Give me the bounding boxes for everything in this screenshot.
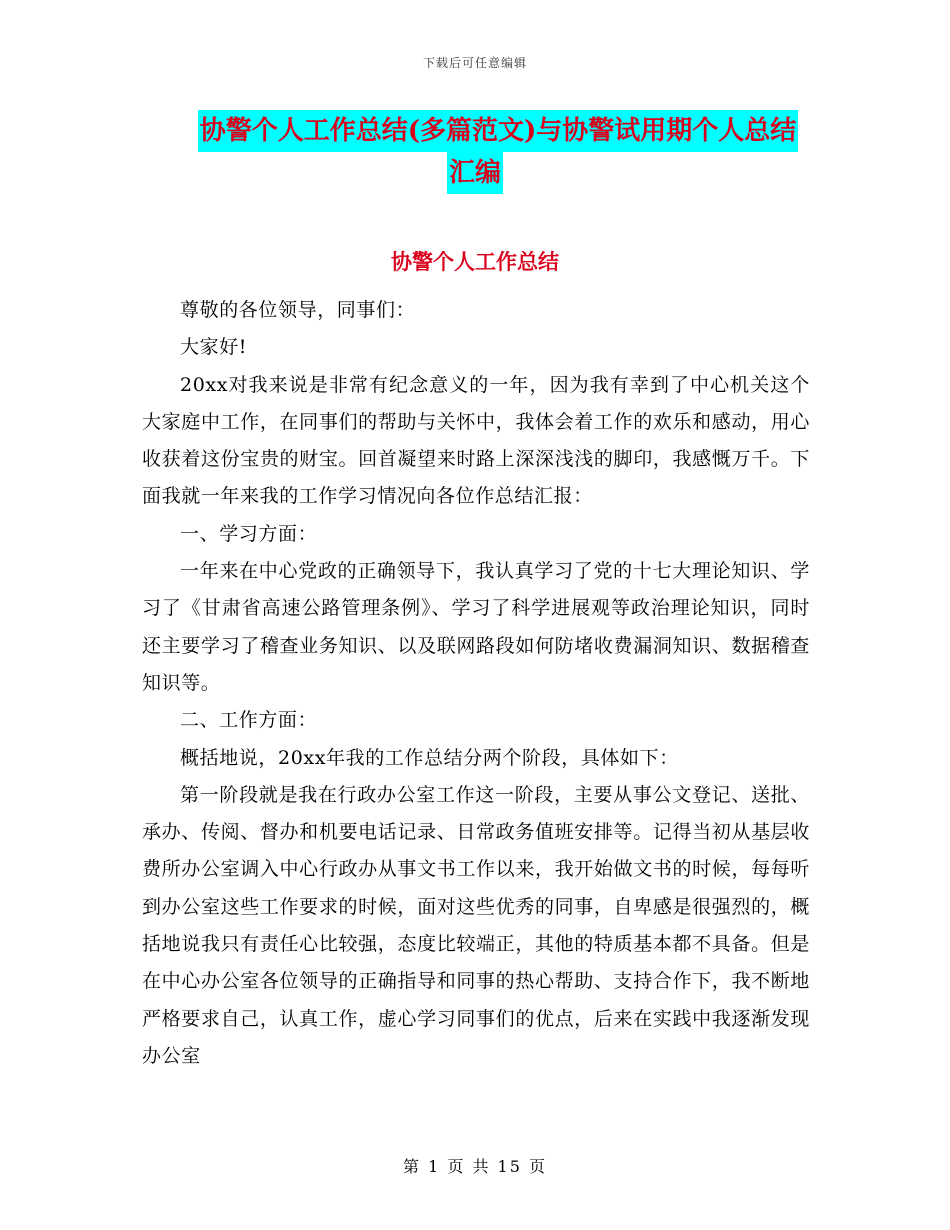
document-title-line2: 汇编	[447, 152, 503, 194]
paragraph-work-stage-one: 第一阶段就是我在行政办公室工作这一阶段，主要从事公文登记、送批、承办、传阅、督办和机要电话记录、日常政务值班安排等。记得当初从基层收费所办公室调入中心行政办从事文书工作以来，我开始做文书的时候，每每听到办公室这些工作要求的时候，面对这些优秀的同事，自卑感是很强烈的，概括地说我只有责任心比较强，态度比较端正，其他的特质基本都不具备。但是在中心办公室各位领导的正确指导和同事的热心帮助、支持合作下，我不断地严格要求自己，认真工作，虚心学习同事们的优点，后来在实践中我逐渐发现办公室	[142, 783, 810, 1067]
section-title: 协警个人工作总结	[391, 249, 559, 274]
paragraph-intro: 20xx对我来说是非常有纪念意义的一年，因为我有幸到了中心机关这个大家庭中工作，在同事们的帮助与关怀中，我体会着工作的欢乐和感动，用心收获着这份宝贵的财宝。回首凝望来时路上深深浅浅的脚印，我感慨万千。下面我就一年来我的工作学习情况向各位作总结汇报：	[142, 373, 810, 508]
paragraph-work-summary: 概括地说，20xx年我的工作总结分两个阶段，具体如下：	[180, 746, 679, 769]
heading-work: 二、工作方面：	[180, 709, 318, 732]
page-footer-pagination: 第 1 页 共 15 页	[403, 1157, 547, 1176]
heading-study: 一、学习方面：	[180, 522, 318, 545]
page-header-note: 下载后可任意编辑	[422, 56, 527, 70]
document-body	[142, 292, 810, 1075]
paragraph-greeting: 大家好!	[180, 336, 248, 359]
paragraph-salutation: 尊敬的各位领导，同事们：	[180, 299, 416, 321]
document-title	[0, 110, 950, 194]
paragraph-study: 一年来在中心党政的正确领导下，我认真学习了党的十七大理论知识、学习了《甘肃省高速公路管理条例》、学习了科学进展观等政治理论知识，同时还主要学习了稽查业务知识、以及联网路段如何防堵收费漏洞知识、数据稽查知识等。	[142, 560, 810, 694]
document-title-line1: 协警个人工作总结(多篇范文)与协警试用期个人总结	[198, 110, 799, 152]
